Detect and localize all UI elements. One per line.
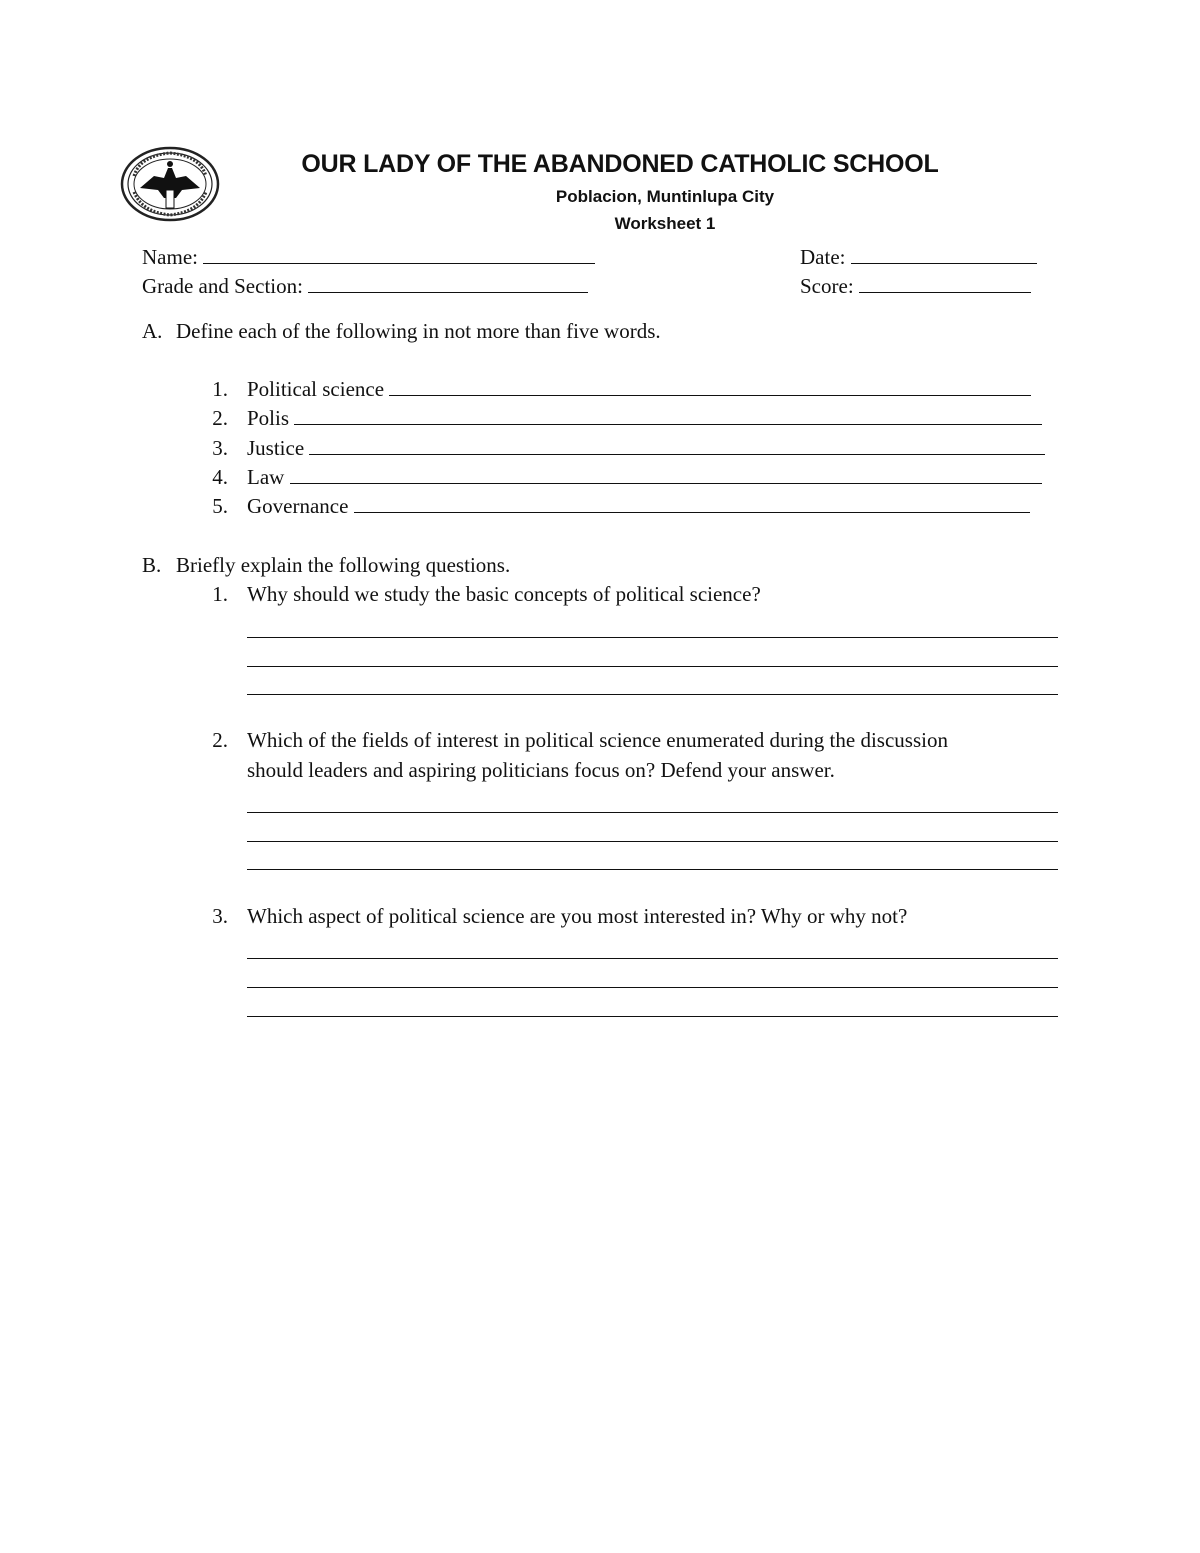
- part-a-item-number: 2.: [212, 406, 228, 430]
- question-2-text-line-2: should leaders and aspiring politicians focus on? Defend your answer.: [247, 758, 835, 782]
- question-number: 2.: [212, 728, 228, 752]
- school-name: OUR LADY OF THE ABANDONED CATHOLIC SCHOOL: [301, 150, 939, 178]
- question-number: 1.: [212, 582, 228, 606]
- part-b-letter: B.: [142, 553, 162, 577]
- answer-line[interactable]: [247, 987, 1058, 988]
- definition-blank[interactable]: [389, 377, 1031, 396]
- answer-line[interactable]: [247, 841, 1058, 842]
- name-label: Name:: [142, 245, 198, 269]
- term-governance: Governance: [247, 494, 349, 518]
- definition-blank[interactable]: [354, 494, 1030, 513]
- grade-section-field[interactable]: [142, 273, 588, 299]
- question-2-text-line-1: Which of the fields of interest in political science enumerated during the discussion: [247, 728, 948, 752]
- worksheet-title: Worksheet 1: [614, 214, 716, 233]
- part-a-letter: A.: [142, 319, 163, 343]
- name-blank[interactable]: [203, 245, 595, 264]
- part-a-item-number: 1.: [212, 377, 228, 401]
- name-field[interactable]: [142, 244, 595, 270]
- question-number: 3.: [212, 904, 228, 928]
- grade-section-blank[interactable]: [308, 274, 588, 293]
- part-a-item[interactable]: [247, 435, 1045, 461]
- part-a-item-number: 5.: [212, 494, 228, 518]
- score-field[interactable]: [800, 273, 1031, 299]
- term-polis: Polis: [247, 406, 290, 430]
- question-3-text: Which aspect of political science are you most interested in? Why or why not?: [247, 904, 908, 928]
- grade-section-label: Grade and Section:: [142, 274, 303, 298]
- question-1-text: Why should we study the basic concepts of political science?: [247, 582, 761, 606]
- part-a-item[interactable]: [247, 464, 1042, 490]
- date-blank[interactable]: [851, 245, 1037, 264]
- part-a-item[interactable]: [247, 376, 1031, 402]
- answer-line[interactable]: [247, 1016, 1058, 1017]
- term-political-science: Political science: [247, 377, 385, 401]
- answer-line[interactable]: [247, 869, 1058, 870]
- part-a-item[interactable]: [247, 493, 1030, 519]
- part-b-instruction: Briefly explain the following questions.: [176, 553, 511, 577]
- answer-line[interactable]: [247, 637, 1058, 638]
- date-field[interactable]: [800, 244, 1037, 270]
- answer-line[interactable]: [247, 666, 1058, 667]
- answer-line[interactable]: [247, 958, 1058, 959]
- school-address: Poblacion, Muntinlupa City: [555, 187, 775, 206]
- date-label: Date:: [800, 245, 846, 269]
- term-justice: Justice: [247, 436, 305, 460]
- definition-blank[interactable]: [294, 406, 1042, 425]
- part-a-item[interactable]: [247, 405, 1042, 431]
- part-a-item-number: 4.: [212, 465, 228, 489]
- score-label: Score:: [800, 274, 854, 298]
- part-a-instruction: Define each of the following in not more than five words.: [176, 319, 661, 343]
- part-a-item-number: 3.: [212, 436, 228, 460]
- definition-blank[interactable]: [309, 436, 1045, 455]
- definition-blank[interactable]: [290, 465, 1042, 484]
- answer-line[interactable]: [247, 812, 1058, 813]
- term-law: Law: [247, 465, 285, 489]
- answer-line[interactable]: [247, 694, 1058, 695]
- score-blank[interactable]: [859, 274, 1031, 293]
